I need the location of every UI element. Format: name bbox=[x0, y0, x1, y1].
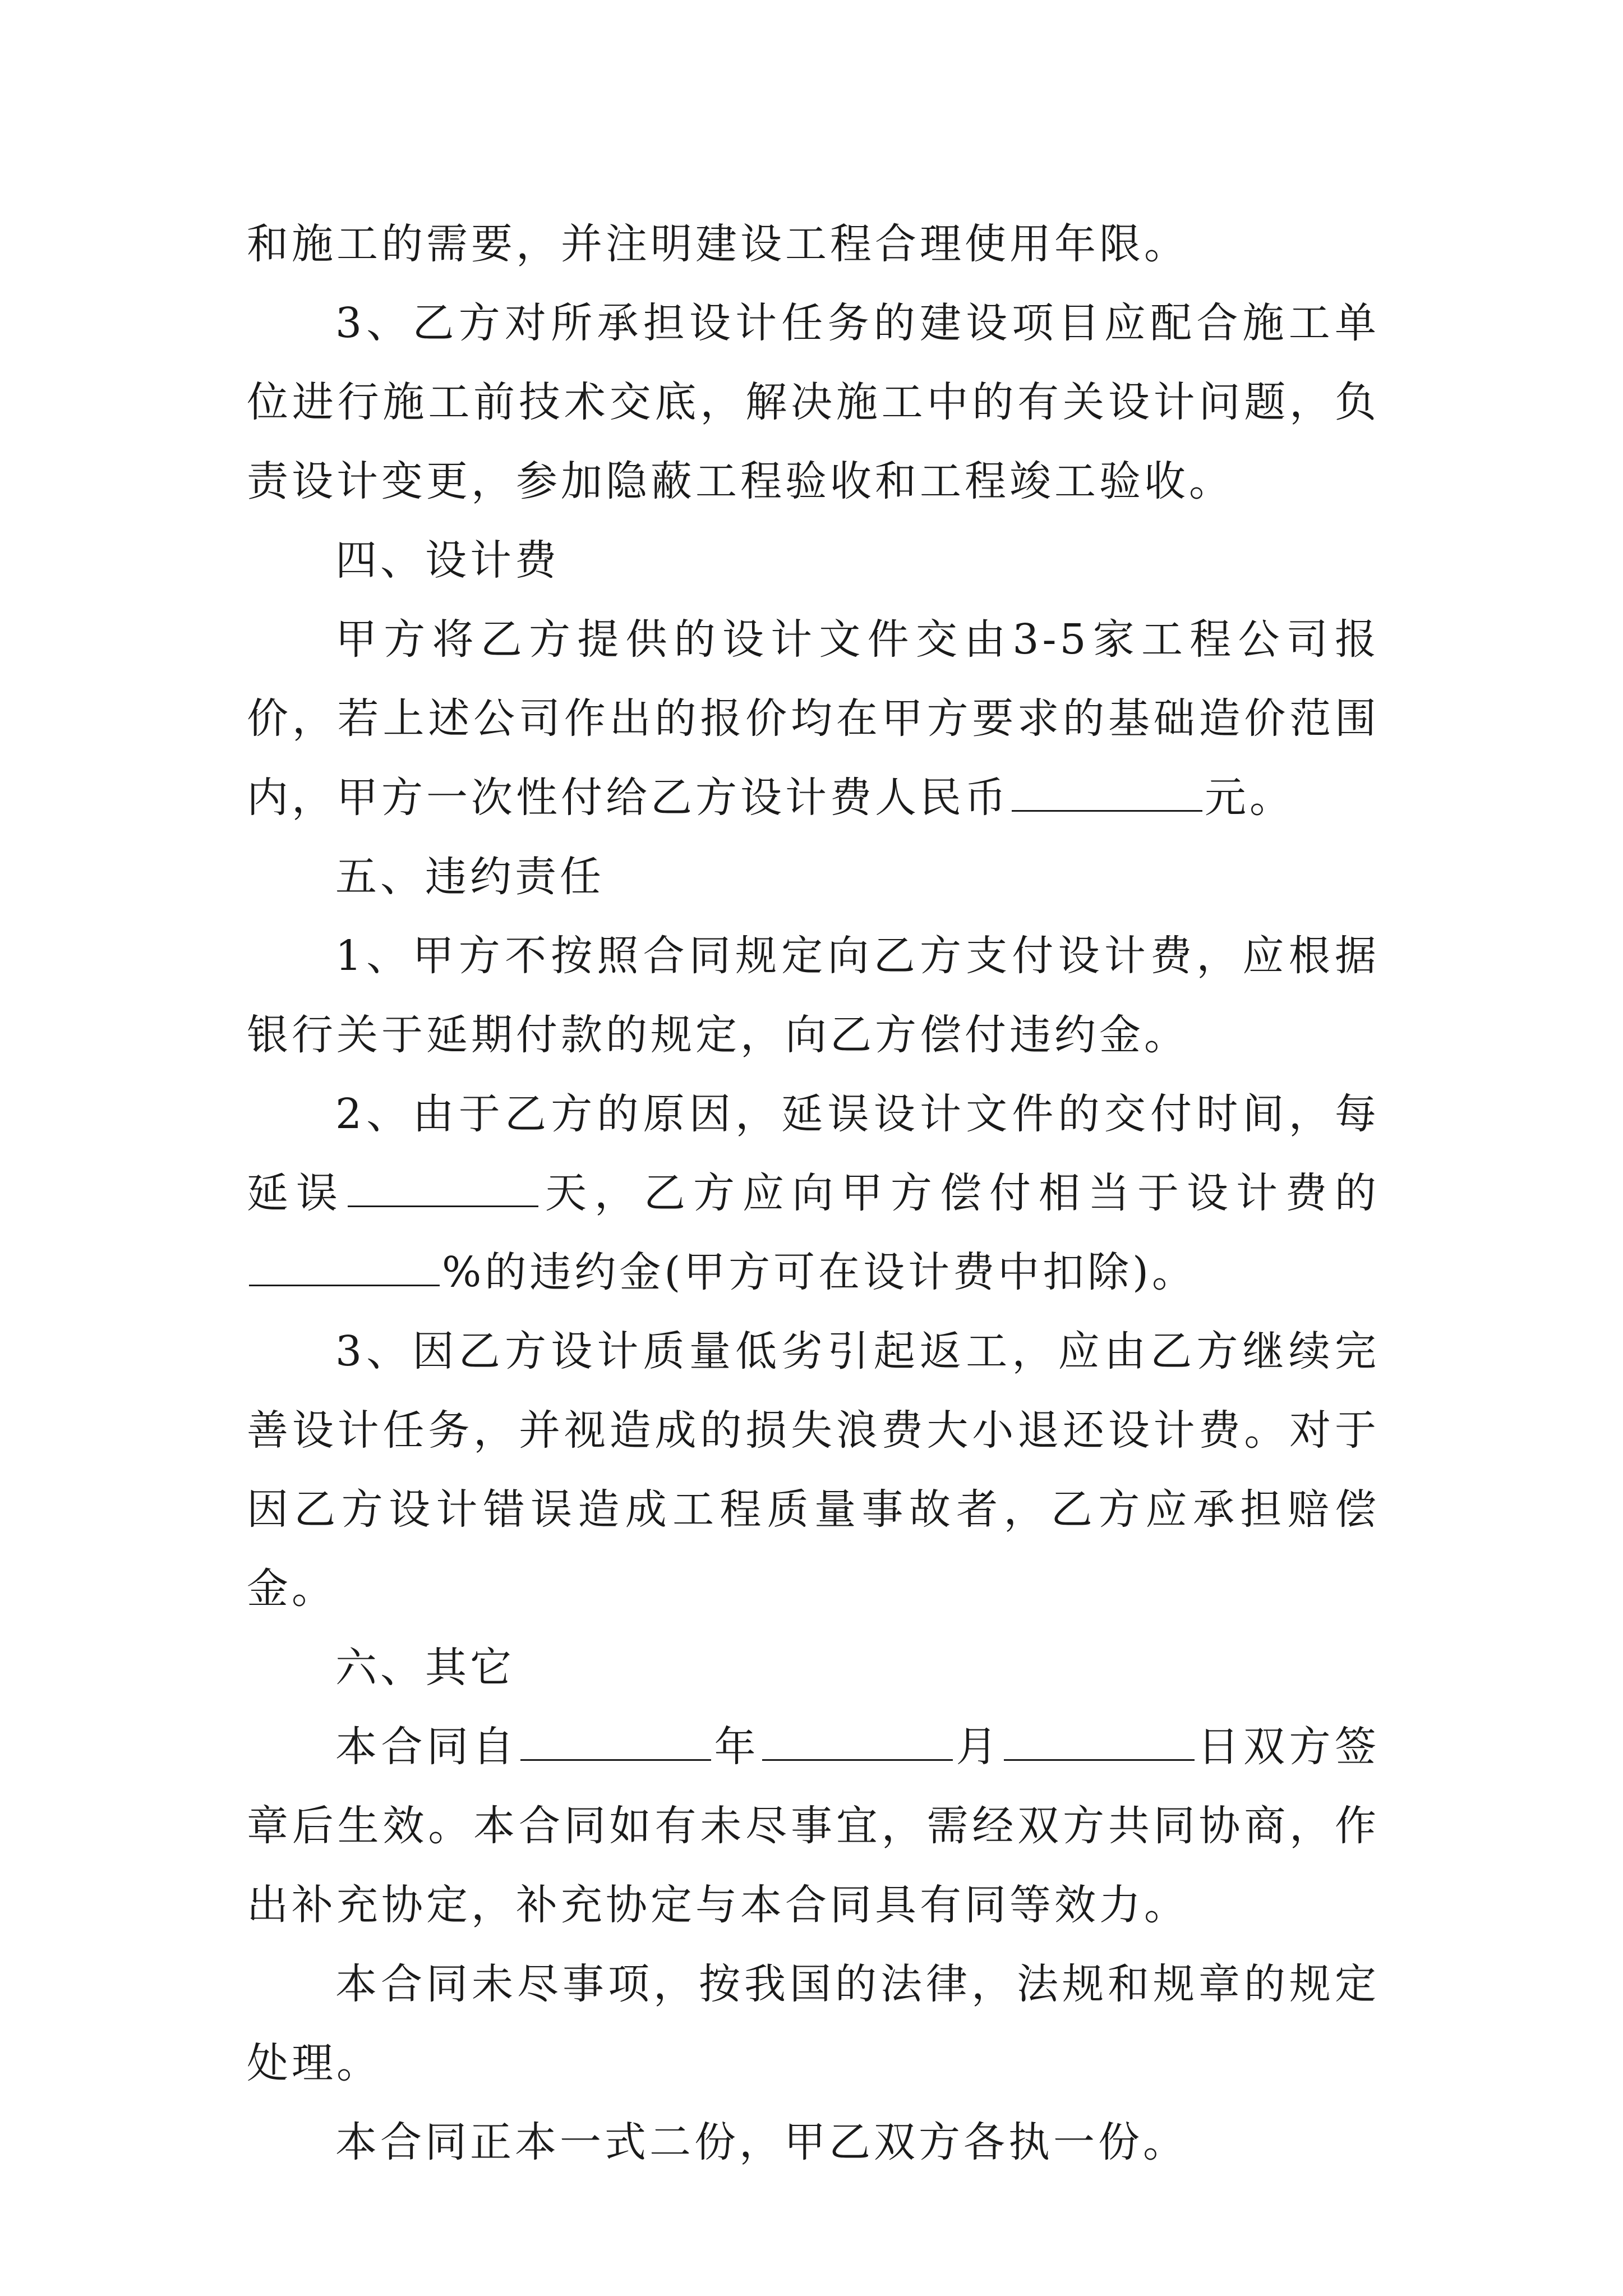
delay-text-middle: 天，乙方应向甲方偿付相当于设计费的 bbox=[541, 1169, 1380, 1217]
copies-paragraph: 本合同正本一式二份，甲乙双方各执一份。 bbox=[335, 2118, 1188, 2166]
year-blank[interactable] bbox=[520, 1724, 711, 1761]
legal-reference-paragraph: 本合同未尽事项，按我国的法律，法规和规章的规定处理。 bbox=[247, 1960, 1380, 2087]
effective-text-end: 日双方签章后生效。本合同如有未尽事宜，需经双方共同协商，作出补充协定，补充协定与本合同具有同等效力。 bbox=[247, 1723, 1380, 1929]
design-fee-unit: 元。 bbox=[1205, 774, 1294, 822]
fee-amount-blank[interactable] bbox=[1012, 775, 1202, 812]
delay-days-blank[interactable] bbox=[348, 1171, 538, 1207]
effective-date-paragraph bbox=[247, 1708, 1380, 1945]
design-fee-paragraph bbox=[247, 600, 1380, 838]
clause-3-quality-liability: 3、因乙方设计质量低劣引起返工，应由乙方继续完善设计任务，并视造成的损失浪费大小退还设计费。对于因乙方设计错误造成工程质量事故者，乙方应承担赔偿金。 bbox=[247, 1327, 1380, 1613]
section-heading-liability: 五、违约责任 bbox=[335, 853, 605, 901]
design-fee-text: 甲方将乙方提供的设计文件交由3-5家工程公司报价，若上述公司作出的报价均在甲方要求的基础造价范围内，甲方一次性付给乙方设计费人民币 bbox=[247, 615, 1380, 822]
document-body bbox=[247, 205, 1380, 2182]
clause-2-delay-penalty bbox=[247, 1075, 1380, 1312]
day-blank[interactable] bbox=[1004, 1724, 1195, 1761]
delay-text-end: %的违约金(甲方可在设计费中扣除)。 bbox=[442, 1248, 1197, 1296]
paragraph-continuation: 和施工的需要，并注明建设工程合理使用年限。 bbox=[247, 220, 1189, 268]
clause-1-late-payment: 1、甲方不按照合同规定向乙方支付设计费，应根据银行关于延期付款的规定，向乙方偿付违约金。 bbox=[247, 932, 1380, 1059]
month-blank[interactable] bbox=[762, 1724, 953, 1761]
clause-3-design-cooperation: 3、乙方对所承担设计任务的建设项目应配合施工单位进行施工前技术交底，解决施工中的有关设计问题，负责设计变更，参加隐蔽工程验收和工程竣工验收。 bbox=[247, 299, 1380, 505]
month-label: 月 bbox=[955, 1723, 1002, 1771]
penalty-percent-blank[interactable] bbox=[249, 1250, 440, 1286]
delay-text-start: 2、由于乙方的原因，延误设计文件的交付时间，每延误 bbox=[247, 1090, 1380, 1217]
effective-text-start: 本合同自 bbox=[335, 1723, 518, 1771]
year-label: 年 bbox=[713, 1723, 760, 1771]
section-heading-design-fee: 四、设计费 bbox=[335, 536, 560, 585]
section-heading-other: 六、其它 bbox=[335, 1644, 515, 1692]
